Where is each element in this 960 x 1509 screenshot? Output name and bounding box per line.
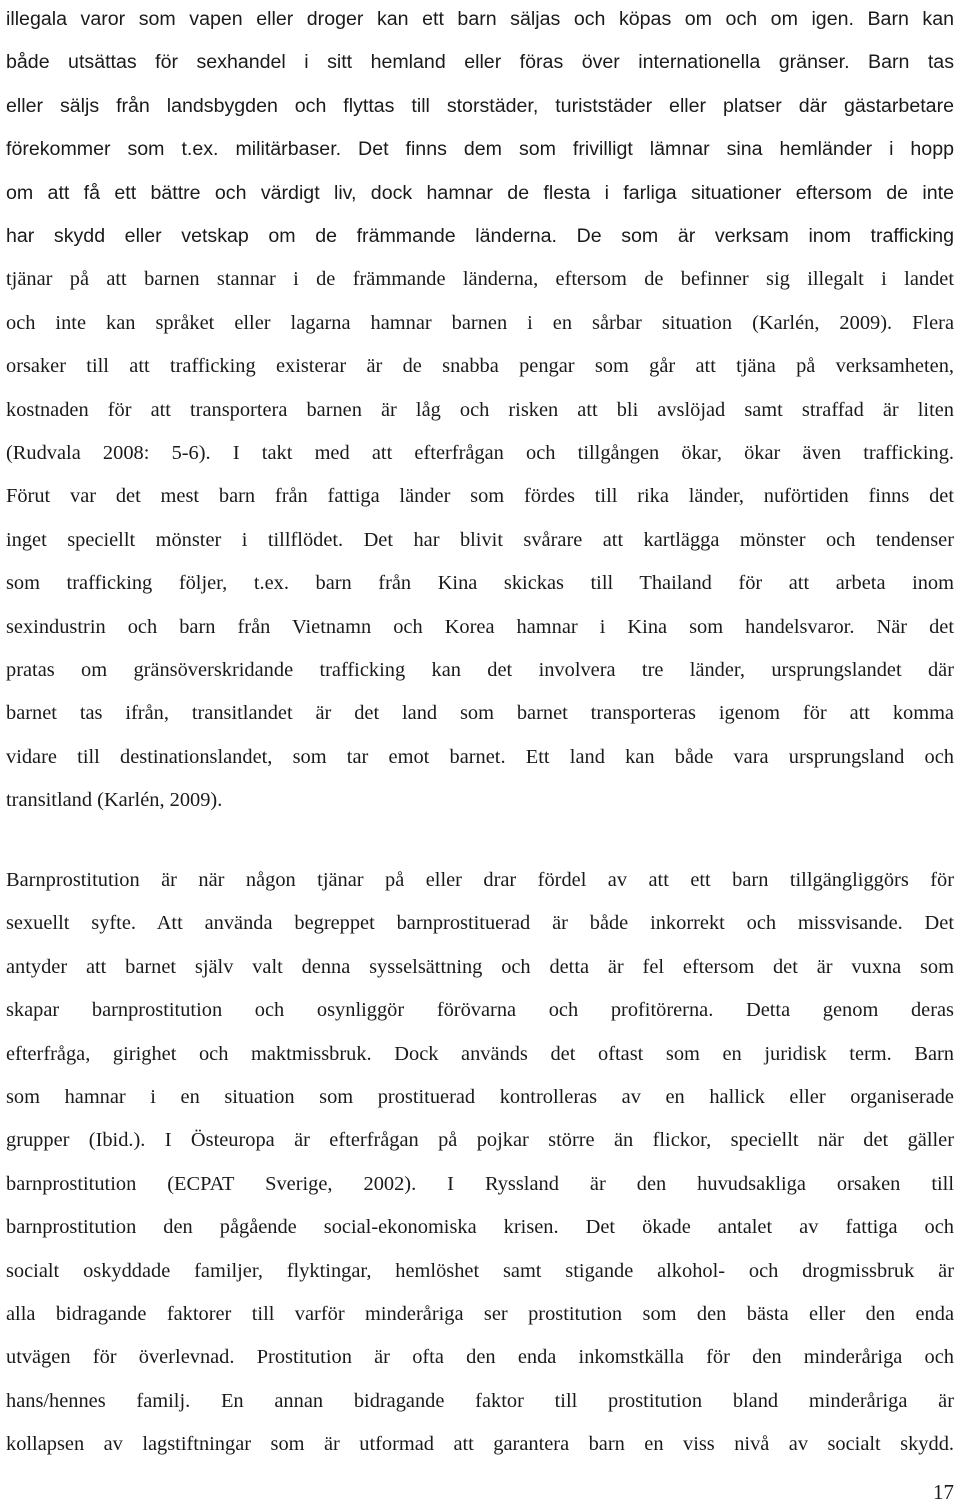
text-line: skapar barnprostitution och osynliggör förövarna och profitörerna. Detta genom deras [6, 999, 954, 1022]
text-line: orsaker till att trafficking existerar är de snabba pengar som går att tjäna på verksamheten, [6, 355, 954, 378]
text-line: kostnaden för att transportera barnen är låg och risken att bli avslöjad samt straffad är liten [6, 398, 954, 421]
text-line: efterfråga, girighet och maktmissbruk. Dock används det oftast som en juridisk term. Barn [6, 1042, 954, 1065]
text-line: Förut var det mest barn från fattiga länder som fördes till rika länder, nuförtiden finns det [6, 485, 954, 508]
text-line: transitland (Karlén, 2009). [6, 789, 223, 812]
text-line: Barnprostitution är när någon tjänar på eller drar fördel av att ett barn tillgängliggörs för [6, 869, 954, 891]
text-line: pratas om gränsöverskridande trafficking kan det involvera tre länder, ursprungslandet där [6, 659, 954, 681]
text-line: hans/hennes familj. En annan bidragande faktor till prostitution bland minderåriga är [6, 1389, 954, 1412]
text-line: om att få ett bättre och värdigt liv, dock hamnar de flesta i farliga situationer eftersom de inte [6, 181, 954, 204]
page-number: 17 [933, 1480, 954, 1504]
text-line: antyder att barnet själv valt denna sysselsättning och detta är fel eftersom det är vuxna som [6, 955, 954, 978]
text-line: grupper (Ibid.). I Östeuropa är efterfrågan på pojkar större än flickor, speciellt när det gäller [6, 1129, 954, 1152]
text-line: inget speciellt mönster i tillflödet. Det har blivit svårare att kartlägga mönster och tendenser [6, 528, 954, 551]
text-line: sexindustrin och barn från Vietnamn och Korea hamnar i Kina som handelsvaror. När det [6, 615, 954, 638]
text-line: utvägen för överlevnad. Prostitution är ofta den enda inkomstkälla för den minderåriga och [6, 1346, 954, 1369]
text-line: sexuellt syfte. Att använda begreppet barnprostituerad är både inkorrekt och missvisande. Det [6, 912, 954, 935]
text-line: barnprostitution (ECPAT Sverige, 2002). I Ryssland är den huvudsakliga orsaken till [6, 1172, 954, 1195]
text-line: förekommer som t.ex. militärbaser. Det finns dem som frivilligt lämnar sina hemländer i hopp [6, 138, 954, 161]
text-line: och inte kan språket eller lagarna hamnar barnen i en sårbar situation (Karlén, 2009). Flera [6, 311, 954, 334]
text-line: har skydd eller vetskap om de främmande länderna. De som är verksam inom trafficking [6, 225, 954, 247]
text-line: kollapsen av lagstiftningar som är utformad att garantera barn en viss nivå av socialt skydd. [6, 1433, 954, 1456]
text-line: alla bidragande faktorer till varför minderåriga ser prostitution som den bästa eller den enda [6, 1303, 954, 1325]
text-line: illegala varor som vapen eller droger kan ett barn säljas och köpas om och om igen. Barn kan [6, 8, 954, 30]
text-line: tjänar på att barnen stannar i de främmande länderna, eftersom de befinner sig illegalt i landet [6, 268, 954, 291]
text-line: barnprostitution den pågående social-ekonomiska krisen. Det ökade antalet av fattiga och [6, 1216, 954, 1239]
text-line: barnet tas ifrån, transitlandet är det land som barnet transporteras igenom för att komma [6, 702, 954, 725]
text-line: som hamnar i en situation som prostituerad kontrolleras av en hallick eller organiserade [6, 1086, 954, 1108]
text-line: eller säljs från landsbygden och flyttas till storstäder, turiststäder eller platser där gästarbetare [6, 94, 954, 117]
text-line: (Rudvala 2008: 5-6). I takt med att efterfrågan och tillgången ökar, ökar även trafficking. [6, 442, 954, 464]
text-line: socialt oskyddade familjer, flyktingar, hemlöshet samt stigande alkohol- och drogmissbruk är [6, 1259, 954, 1282]
text-line: både utsättas för sexhandel i sitt hemland eller föras över internationella gränser. Barn tas [6, 51, 954, 74]
text-line: vidare till destinationslandet, som tar emot barnet. Ett land kan både vara ursprungsland och [6, 745, 954, 768]
text-line: som trafficking följer, t.ex. barn från Kina skickas till Thailand för att arbeta inom [6, 572, 954, 595]
